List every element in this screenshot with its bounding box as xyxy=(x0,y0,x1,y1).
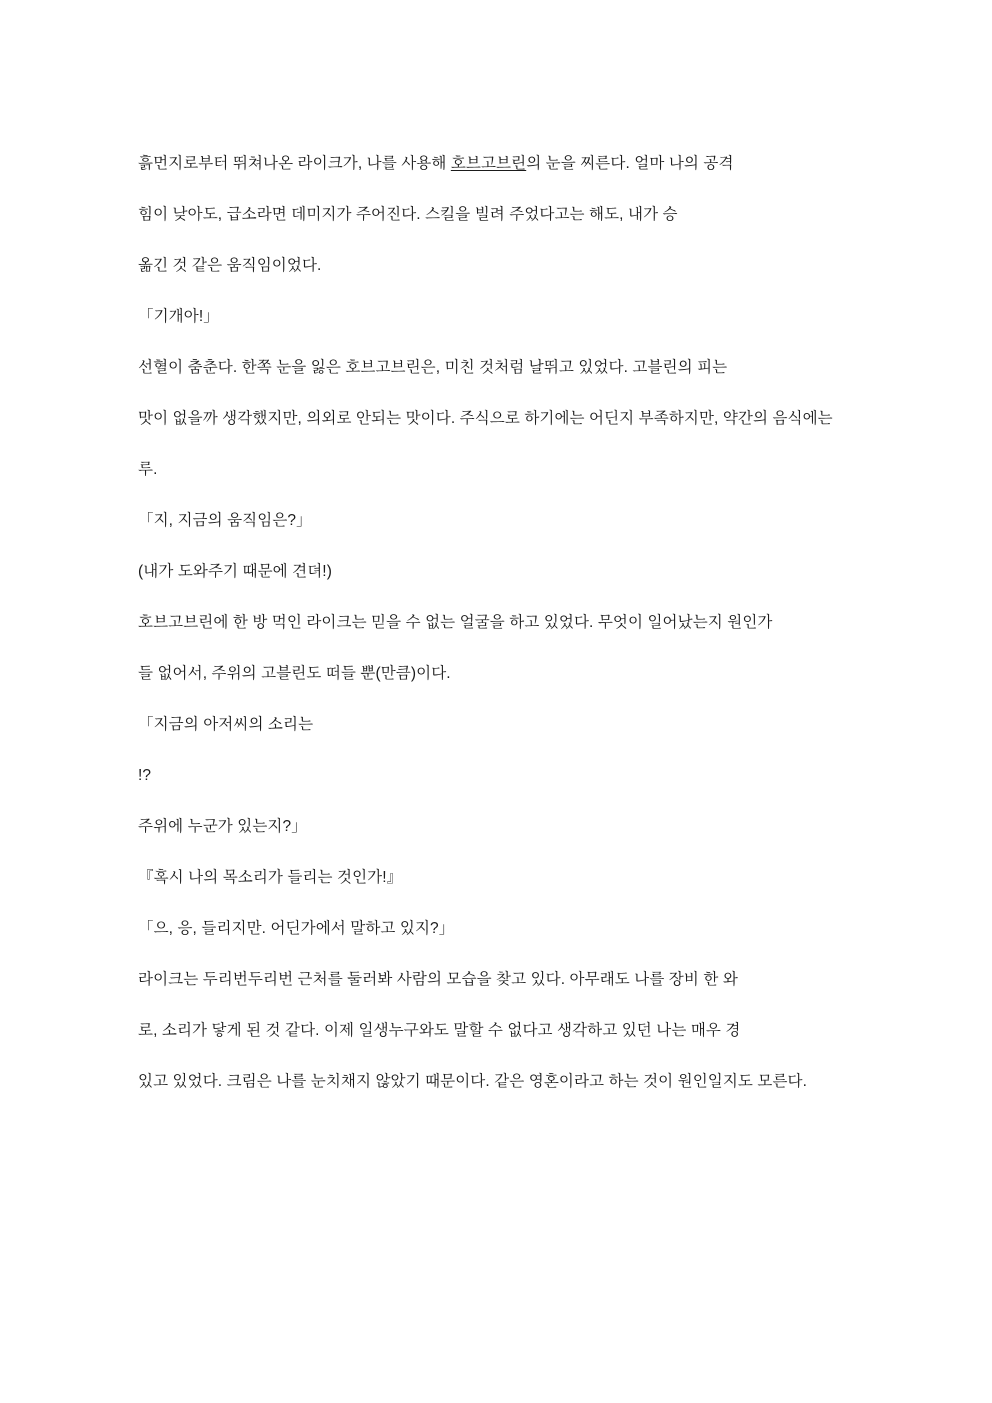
paragraph: 옮긴 것 같은 움직임이었다. xyxy=(138,257,322,275)
paragraph: 맛이 없을까 생각했지만, 의외로 안되는 맛이다. 주식으로 하기에는 어딘지 부족하지만, 약간의 음식에는 xyxy=(138,410,833,428)
paragraph: 있고 있었다. 크림은 나를 눈치채지 않았기 때문이다. 같은 영혼이라고 하는 것이 원인일지도 모른다. xyxy=(138,1073,808,1091)
paragraph: 흙먼지로부터 뛰쳐나온 라이크가, 나를 사용해 호브고브린의 눈을 찌른다. 얼마 나의 공격 xyxy=(138,155,734,172)
paragraph: (내가 도와주기 때문에 견뎌!) xyxy=(138,563,332,581)
paragraph: 「지, 지금의 움직임은?」 xyxy=(138,512,312,530)
paragraph: !? xyxy=(138,767,152,785)
document-body xyxy=(138,152,860,1121)
paragraph: 로, 소리가 닿게 된 것 같다. 이제 일생누구와도 말할 수 없다고 생각하고 있던 나는 매우 경 xyxy=(138,1022,741,1040)
paragraph: 「지금의 아저씨의 소리는 xyxy=(138,716,314,734)
paragraph: 주위에 누군가 있는지?」 xyxy=(138,818,307,836)
paragraph: 라이크는 두리번두리번 근처를 둘러봐 사람의 모습을 찾고 있다. 아무래도 나를 장비 한 와 xyxy=(138,971,738,989)
underlined-term: 호브고브린 xyxy=(450,155,527,172)
paragraph: 「으, 응, 들리지만. 어딘가에서 말하고 있지?」 xyxy=(138,920,455,938)
paragraph: 「기개아!」 xyxy=(138,308,219,326)
paragraph: 루. xyxy=(138,461,158,479)
paragraph: 들 없어서, 주위의 고블린도 떠들 뿐(만큼)이다. xyxy=(138,665,451,683)
paragraph: 선혈이 춤춘다. 한쪽 눈을 잃은 호브고브린은, 미친 것처럼 날뛰고 있었다. 고블린의 피는 xyxy=(138,359,728,377)
paragraph: 『혹시 나의 목소리가 들리는 것인가!』 xyxy=(138,869,403,887)
paragraph: 힘이 낮아도, 급소라면 데미지가 주어진다. 스킬을 빌려 주었다고는 해도, 내가 승 xyxy=(138,206,678,224)
paragraph: 호브고브린에 한 방 먹인 라이크는 믿을 수 없는 얼굴을 하고 있었다. 무엇이 일어났는지 원인가 xyxy=(138,614,773,632)
